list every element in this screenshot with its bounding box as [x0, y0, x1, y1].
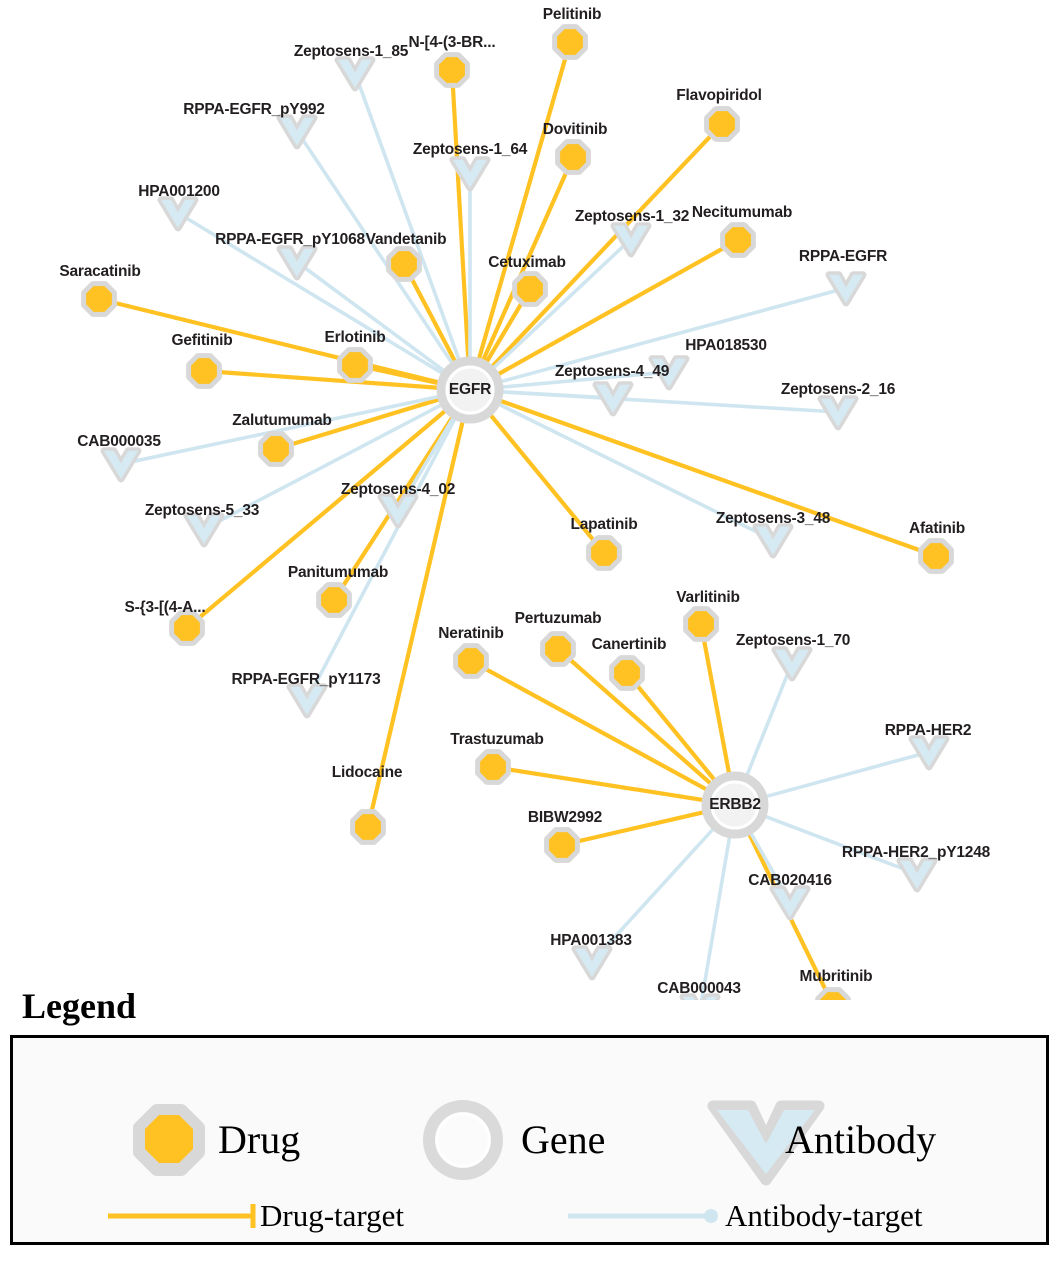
antibody-node[interactable]	[104, 451, 138, 479]
drug-node[interactable]	[190, 357, 218, 385]
drug-node-shape	[560, 144, 586, 170]
antibody-label: CAB000035	[77, 433, 161, 450]
drug-node[interactable]	[390, 250, 418, 278]
drug-label: Erlotinib	[324, 329, 386, 346]
antibody-node[interactable]	[596, 385, 630, 413]
drug-label: Pelitinib	[542, 6, 602, 23]
legend-label-antibody-target: Antibody-target	[725, 1198, 923, 1233]
antibody-node[interactable]	[756, 527, 790, 555]
drug-label: Pertuzumab	[514, 610, 602, 627]
antibody-label: RPPA-EGFR_pY1173	[231, 671, 381, 688]
drug-label: Panitumumab	[287, 564, 389, 581]
drug-label: Varlitinib	[676, 589, 740, 606]
drug-node[interactable]	[354, 813, 382, 841]
drug-label: Mubritinib	[799, 968, 873, 985]
antibody-node[interactable]	[821, 399, 855, 427]
drug-node[interactable]	[708, 110, 736, 138]
antibody-label: RPPA-HER2_pY1248	[841, 844, 991, 861]
drug-node-shape	[549, 832, 575, 858]
antibody-label: Zeptosens-5_33	[144, 502, 260, 519]
legend-antibody-edge	[568, 1209, 718, 1223]
drug-node-shape	[557, 29, 583, 55]
drug-node-shape	[391, 251, 417, 277]
antibody-label: RPPA-EGFR_pY992	[183, 101, 325, 118]
drug-label: N-[4-(3-BR...	[408, 34, 496, 51]
drug-node-shape	[688, 611, 714, 637]
drug-node[interactable]	[341, 351, 369, 379]
drug-node-shape	[923, 543, 949, 569]
edge-drug-target	[500, 401, 936, 556]
drug-node[interactable]	[516, 275, 544, 303]
gene-label: EGFR	[448, 381, 492, 398]
drug-label: Saracatinib	[59, 263, 141, 280]
drug-node-shape	[545, 636, 571, 662]
drug-label: Flavopiridol	[676, 87, 762, 104]
antibody-node[interactable]	[773, 889, 807, 917]
edge-drug-target	[627, 673, 715, 780]
drug-label: Canertinib	[591, 636, 667, 653]
legend-title: Legend	[22, 986, 137, 1026]
drug-node[interactable]	[687, 610, 715, 638]
antibody-label: Zeptosens-1_70	[735, 632, 851, 649]
antibody-label: Zeptosens-1_64	[412, 141, 528, 158]
drug-node[interactable]	[457, 647, 485, 675]
antibody-label: HPA001200	[138, 183, 220, 200]
drug-node-shape	[458, 648, 484, 674]
legend-label-drug-target: Drug-target	[260, 1198, 405, 1233]
drug-node[interactable]	[559, 143, 587, 171]
drug-node[interactable]	[544, 635, 572, 663]
edge-antibody-target	[747, 663, 792, 775]
drug-node-shape	[439, 57, 465, 83]
antibody-node[interactable]	[187, 516, 221, 544]
legend-drug-icon	[140, 1111, 198, 1169]
antibody-label: RPPA-EGFR	[798, 248, 888, 265]
drug-node-shape	[355, 814, 381, 840]
legend	[0, 985, 1059, 1245]
drug-node[interactable]	[320, 586, 348, 614]
drug-label: Cetuximab	[488, 254, 566, 271]
antibody-label: Zeptosens-3_48	[715, 510, 831, 527]
drug-label: Vandetanib	[365, 231, 447, 248]
drug-node-shape	[591, 540, 617, 566]
antibody-node[interactable]	[775, 650, 809, 678]
drug-label: BIBW2992	[527, 809, 603, 826]
edge-drug-target	[479, 42, 570, 359]
drug-label: Gefitinib	[171, 332, 233, 349]
legend-label-antibody: Antibody	[785, 1117, 937, 1162]
legend-gene-icon	[429, 1106, 497, 1174]
edge-antibody-target	[700, 837, 730, 1000]
drug-label: Trastuzumab	[450, 731, 544, 748]
antibody-label: RPPA-HER2	[884, 722, 972, 739]
drug-label: Zalutumumab	[232, 412, 332, 429]
legend-label-drug: Drug	[218, 1117, 301, 1162]
drug-node-shape	[709, 111, 735, 137]
drug-node-shape	[86, 286, 112, 312]
drug-node[interactable]	[85, 285, 113, 313]
antibody-label: CAB020416	[748, 872, 832, 889]
drug-node-shape	[480, 754, 506, 780]
antibody-node[interactable]	[280, 118, 314, 146]
antibody-label: Zeptosens-4_02	[340, 481, 456, 498]
drug-node[interactable]	[556, 28, 584, 56]
drug-node[interactable]	[262, 435, 290, 463]
antibody-label: RPPA-EGFR_pY1068	[215, 231, 365, 248]
drug-node[interactable]	[724, 226, 752, 254]
legend-box	[10, 1035, 1049, 1245]
antibody-label: Zeptosens-4_49	[554, 363, 670, 380]
antibody-node[interactable]	[338, 60, 372, 88]
legend-drug-edge	[108, 1204, 253, 1228]
antibody-label: HPA018530	[685, 337, 767, 354]
antibody-label: HPA001383	[550, 932, 632, 949]
edge-antibody-target	[307, 418, 455, 700]
antibody-label: Zeptosens-2_16	[780, 381, 896, 398]
drug-node[interactable]	[438, 56, 466, 84]
drug-label: Dovitinib	[542, 121, 608, 138]
drug-node[interactable]	[479, 753, 507, 781]
drug-node-shape	[725, 227, 751, 253]
drug-node-shape	[321, 587, 347, 613]
drug-label: Afatinib	[908, 520, 966, 537]
antibody-label: Zeptosens-1_32	[574, 208, 690, 225]
drug-label: Lidocaine	[331, 764, 403, 781]
antibody-node[interactable]	[161, 200, 195, 228]
drug-node[interactable]	[590, 539, 618, 567]
drug-node[interactable]	[922, 542, 950, 570]
drug-node[interactable]	[613, 659, 641, 687]
drug-node-shape	[191, 358, 217, 384]
edge-antibody-target	[766, 752, 929, 797]
drug-node-shape	[342, 352, 368, 378]
drug-label: Necitumumab	[691, 204, 793, 221]
drug-node[interactable]	[548, 831, 576, 859]
antibody-node[interactable]	[290, 687, 324, 715]
antibody-node[interactable]	[575, 949, 609, 977]
antibody-label: Zeptosens-1_85	[293, 43, 409, 60]
drug-node-shape	[517, 276, 543, 302]
drug-node[interactable]	[173, 614, 201, 642]
drug-node-shape	[263, 436, 289, 462]
edge-drug-target	[452, 70, 468, 358]
antibody-node[interactable]	[829, 275, 863, 303]
drug-node-shape	[174, 615, 200, 641]
drug-label: Lapatinib	[570, 516, 638, 533]
drug-node-shape	[614, 660, 640, 686]
antibody-node[interactable]	[900, 861, 934, 889]
drug-label: S-{3-[(4-A...	[124, 599, 206, 616]
drug-label: Neratinib	[438, 625, 504, 642]
legend-label-gene: Gene	[521, 1117, 606, 1162]
edge-drug-target	[701, 624, 729, 774]
antibody-label: CAB000043	[657, 980, 741, 997]
gene-label: ERBB2	[709, 796, 761, 813]
antibody-node[interactable]	[912, 739, 946, 767]
